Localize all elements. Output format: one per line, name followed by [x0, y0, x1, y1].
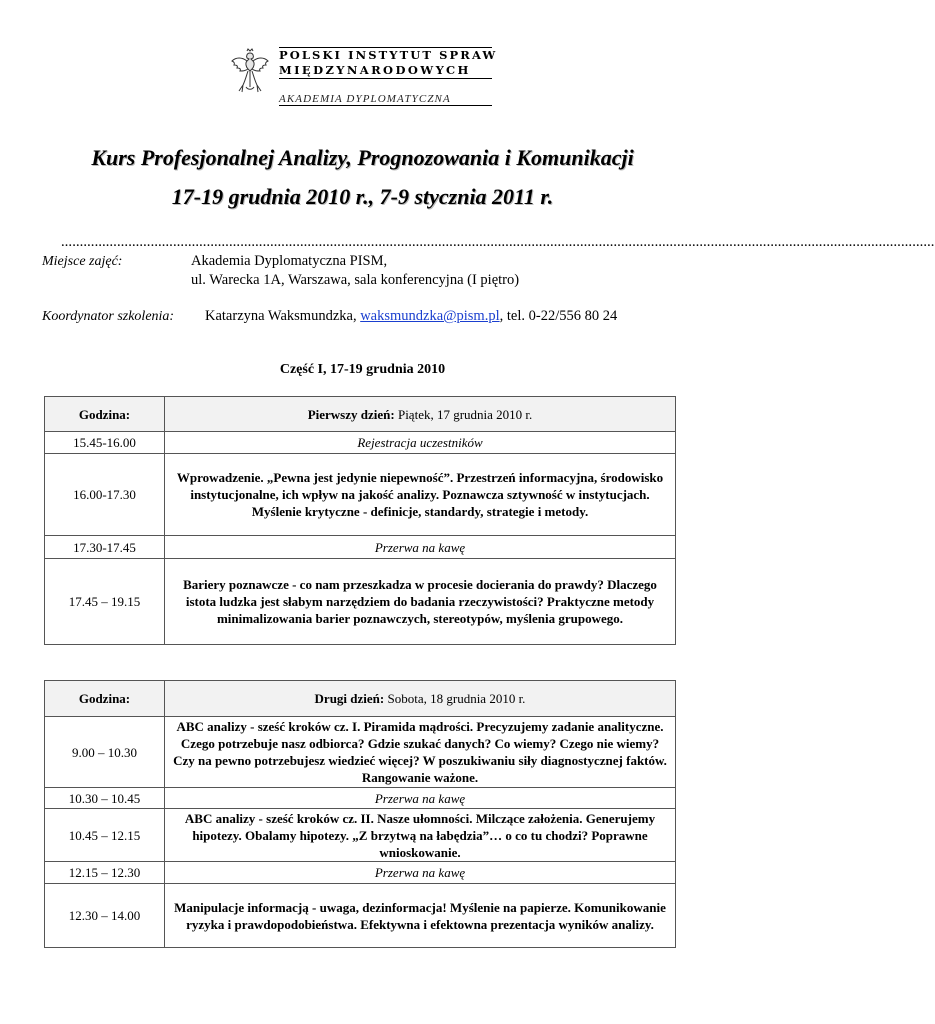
coordinator-phone: , tel. 0-22/556 80 24 [499, 308, 618, 324]
hour-header: Godzina: [45, 397, 165, 432]
coordinator-info [205, 308, 617, 325]
day-value: Sobota, 18 grudnia 2010 r. [384, 691, 526, 706]
hour-header: Godzina: [45, 681, 165, 717]
row-time: 15.45-16.00 [45, 432, 165, 454]
course-dates: 17-19 grudnia 2010 r., 7-9 stycznia 2011 r. [171, 184, 554, 209]
table-row [45, 884, 676, 948]
day-header [165, 397, 676, 432]
row-topic: Rejestracja uczestników [165, 432, 676, 454]
day-header [165, 681, 676, 717]
place-line-2: ul. Warecka 1A, Warszawa, sala konferencyjna (I piętro) [191, 272, 520, 288]
schedule-table-day-1 [44, 396, 676, 645]
row-topic: Przerwa na kawę [165, 788, 676, 809]
table-header-row [45, 681, 676, 717]
part-1-title: Część I, 17-19 grudnia 2010 [279, 362, 446, 377]
table-header-row [45, 397, 676, 432]
table-row [45, 454, 676, 536]
table-row [45, 559, 676, 645]
row-time: 12.15 – 12.30 [45, 862, 165, 884]
table-row [45, 809, 676, 862]
row-topic: ABC analizy - sześć kroków cz. I. Piramida mądrości. Precyzujemy zadanie analityczne. Czego potrzebuje nasz odbiorca? Gdzie szukać danych? Co wiemy? Czego nie wiemy? Czy na pewno potrzebujesz wiedzieć więcej? W poszukiwaniu siły diagnostycznej faktów. Rangowanie ważone. [165, 717, 676, 788]
place-label: Miejsce zajęć: [42, 254, 123, 269]
logo-line-2: MIĘDZYNARODOWYCH [279, 63, 471, 77]
table-row [45, 432, 676, 454]
place-line-1: Akademia Dyplomatyczna PISM, [191, 253, 388, 269]
row-time: 12.30 – 14.00 [45, 884, 165, 948]
row-topic: Bariery poznawcze - co nam przeszkadza w procesie docierania do prawdy? Dlaczego istota ludzka jest słabym narzędziem do badania rzeczywistości? Praktyczne metody minimalizowania barier poznawczych, stereotypów, myślenia grupowego. [165, 559, 676, 645]
row-time: 10.45 – 12.15 [45, 809, 165, 862]
row-topic: Przerwa na kawę [165, 862, 676, 884]
row-time: 16.00-17.30 [45, 454, 165, 536]
row-time: 17.30-17.45 [45, 536, 165, 559]
logo-subtitle: AKADEMIA DYPLOMATYCZNA [279, 93, 451, 105]
schedule-table-day-2 [44, 680, 676, 948]
coordinator-label: Koordynator szkolenia: [42, 309, 175, 324]
table-row [45, 536, 676, 559]
row-time: 9.00 – 10.30 [45, 717, 165, 788]
logo-rule-bottom [279, 105, 492, 106]
day-label: Pierwszy dzień: [307, 406, 395, 422]
dotted-separator: ……………………………………………………………………………………………………………………………………………………………………………………………………………… [61, 237, 935, 249]
day-value: Piątek, 17 grudnia 2010 r. [394, 406, 533, 422]
logo-rule-mid [279, 78, 492, 79]
row-topic: Wprowadzenie. „Pewna jest jedynie niepewność”. Przestrzeń informacyjna, środowisko instytucjonalne, ich wpływ na jakość analizy. Poznawcza sztywność w instytucjach. Myślenie krytyczne - definicje, standardy, strategie i metody. [165, 454, 676, 536]
day-label: Drugi dzień: [314, 691, 385, 706]
coordinator-email-link[interactable]: waksmundzka@pism.pl [360, 308, 500, 324]
row-time: 17.45 – 19.15 [45, 559, 165, 645]
course-title: Kurs Profesjonalnej Analizy, Prognozowania i Komunikacji [91, 145, 634, 170]
eagle-emblem-icon [228, 47, 272, 97]
table-row [45, 788, 676, 809]
row-topic: Przerwa na kawę [165, 536, 676, 559]
row-time: 10.30 – 10.45 [45, 788, 165, 809]
logo-line-1: POLSKI INSTYTUT SPRAW [279, 48, 498, 62]
institute-logo [228, 47, 496, 109]
row-topic: Manipulacje informacją - uwaga, dezinformacja! Myślenie na papierze. Komunikowanie ryzyka i prawdopodobieństwa. Efektywna i efektowna prezentacja wyników analizy. [165, 884, 676, 948]
coordinator-name: Katarzyna Waksmundzka, [205, 308, 361, 324]
table-row [45, 862, 676, 884]
row-topic: ABC analizy - sześć kroków cz. II. Nasze ułomności. Milczące założenia. Generujemy hipotezy. Obalamy hipotezy. „Z brzytwą na łabędzia”… o co tu chodzi? Poprawne wnioskowanie. [165, 809, 676, 862]
table-row [45, 717, 676, 788]
